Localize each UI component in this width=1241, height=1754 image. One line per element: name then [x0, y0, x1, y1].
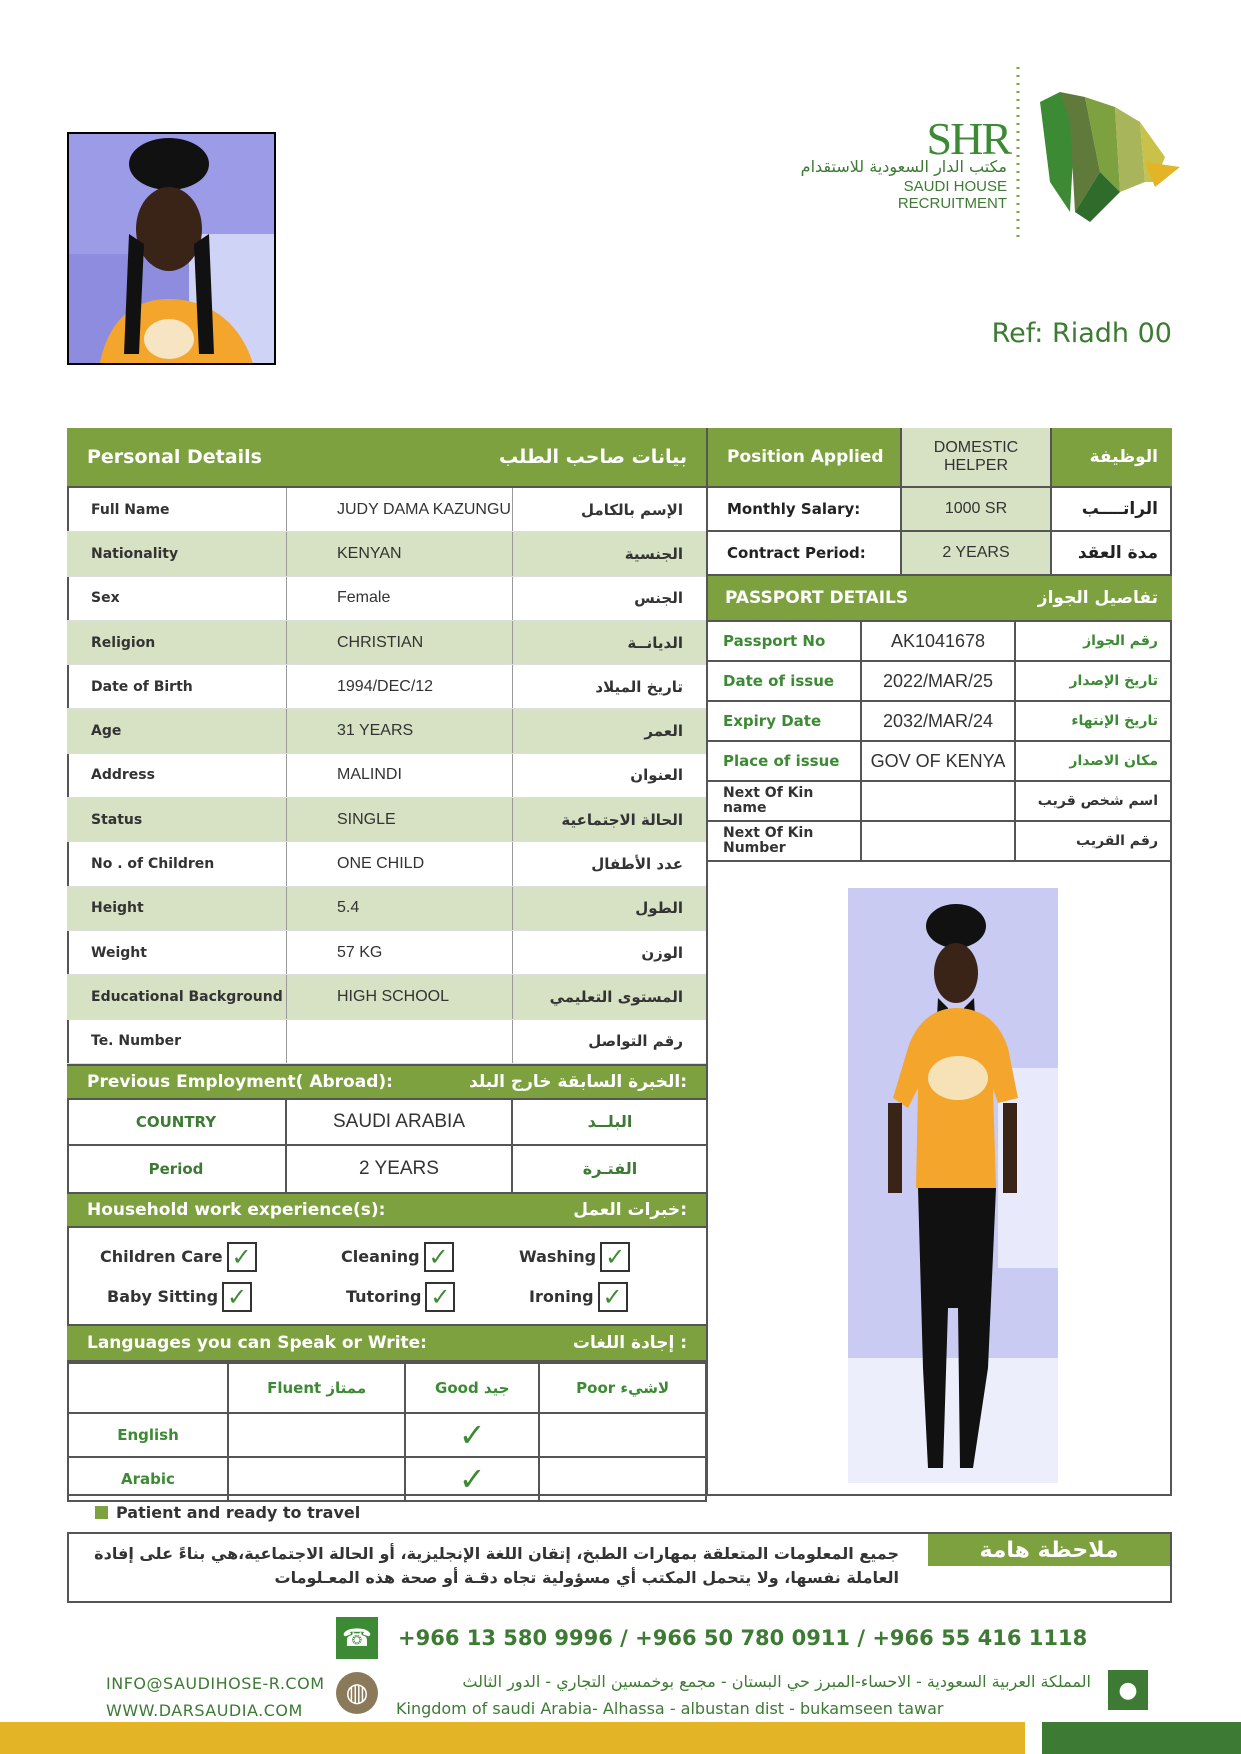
language-row-english [68, 1413, 706, 1457]
field-value [287, 1020, 513, 1063]
language-good-cell [405, 1457, 539, 1501]
skill-label: Cleaning [341, 1247, 420, 1267]
kin-name-label-ar: اسم شخص قريب [1037, 793, 1158, 809]
passport-field-label: Passport No [707, 622, 862, 660]
language-name: Arabic [68, 1457, 228, 1501]
personal-details-title-ar: بيانات صاحب الطلب [499, 446, 687, 468]
field-label-ar: الحالة الاجتماعية [561, 810, 683, 829]
languages-header [67, 1326, 707, 1362]
personal-row [67, 532, 707, 576]
personal-details-title: Personal Details [87, 446, 262, 468]
kin-number-label: Next Of Kin Number [707, 822, 862, 860]
contract-label: Contract Period: [707, 532, 902, 574]
field-value: Female [287, 577, 513, 620]
previous-employment-header [67, 1064, 707, 1100]
skill-cleaning [341, 1242, 454, 1272]
passport-field-value: GOV OF KENYA [862, 742, 1016, 780]
field-label: Date of Birth [67, 665, 287, 708]
passport-field-value: 2022/MAR/25 [862, 662, 1016, 700]
field-value: 57 KG [287, 931, 513, 974]
checkbox-checked[interactable]: ✓ [600, 1242, 630, 1272]
checkbox-checked[interactable]: ✓ [424, 1242, 454, 1272]
field-value: ONE CHILD [287, 842, 513, 885]
period-value: 2 YEARS [287, 1146, 513, 1192]
passport-field-label-ar: تاريخ الإنتهاء [1071, 713, 1158, 729]
ready-text: Patient and ready to travel [116, 1503, 361, 1522]
level-fluent: Fluent ممتاز [228, 1363, 405, 1413]
language-fluent-cell [228, 1457, 405, 1501]
skill-label: Washing [519, 1247, 597, 1267]
field-label: Sex [67, 577, 287, 620]
passport-rows [707, 622, 1172, 782]
field-value: KENYAN [287, 532, 513, 575]
passport-row [707, 742, 1172, 782]
email-link[interactable]: INFO@SAUDIHOSE-R.COM [106, 1674, 325, 1693]
check-icon: ✓ [458, 1415, 486, 1454]
kin-number-label-ar: رقم القريب [1076, 833, 1158, 849]
field-value: 1994/DEC/12 [287, 665, 513, 708]
languages-title: Languages you can Speak or Write: [87, 1332, 427, 1353]
country-value: SAUDI ARABIA [287, 1100, 513, 1144]
language-good-cell [405, 1413, 539, 1457]
field-label-ar: الطول [635, 899, 683, 918]
field-value: 31 YEARS [287, 709, 513, 752]
field-label: Te. Number [67, 1020, 287, 1063]
passport-field-label: Date of issue [707, 662, 862, 700]
address-arabic: المملكة العربية السعودية - الاحساء-المبرز حي البستان - مجمع بوخمسين التجاري - الدور الثالث [462, 1672, 1091, 1691]
kin-number-value [862, 822, 1016, 860]
passport-field-label: Expiry Date [707, 702, 862, 740]
language-fluent-cell [228, 1413, 405, 1457]
checkbox-checked[interactable]: ✓ [227, 1242, 257, 1272]
salary-label: Monthly Salary: [707, 488, 902, 530]
field-label: Nationality [67, 532, 287, 575]
field-label-ar: الإسم بالكامل [581, 500, 683, 519]
field-value: HIGH SCHOOL [287, 975, 513, 1018]
period-label: Period [67, 1146, 287, 1192]
ready-to-travel [95, 1503, 360, 1522]
field-value: CHRISTIAN [287, 621, 513, 664]
field-label-ar: تاريخ الميلاد [595, 677, 683, 696]
address-english: Kingdom of saudi Arabia- Alhassa - albustan dist - bukamseen tawar [396, 1699, 944, 1718]
location-pin-icon: ● [1108, 1670, 1148, 1710]
phone-numbers[interactable]: +966 13 580 9996 / +966 50 780 0911 / +966 55 416 1118 [398, 1626, 1088, 1650]
empty-cell [68, 1363, 228, 1413]
household-header [67, 1192, 707, 1228]
skill-baby-sitting [107, 1282, 252, 1312]
personal-row [67, 577, 707, 621]
footer-bar-green [1042, 1722, 1241, 1754]
field-label-ar: العنوان [630, 766, 683, 785]
phone-icon: ☎ [336, 1617, 378, 1659]
passport-title-ar: تفاصيل الجواز [1037, 588, 1158, 608]
kin-name-label: Next Of Kin name [707, 782, 862, 820]
field-label-ar: عدد الأطفال [591, 855, 683, 874]
passport-field-label-ar: مكان الاصدار [1069, 753, 1158, 769]
passport-row [707, 622, 1172, 662]
logo-arabic: مكتب الدار السعودية للاستقدام [800, 157, 1007, 176]
language-name: English [68, 1413, 228, 1457]
full-body-photo [848, 888, 1058, 1483]
salary-value: 1000 SR [902, 488, 1052, 530]
checkbox-checked[interactable]: ✓ [425, 1282, 455, 1312]
period-label-ar: الفتـرة [582, 1159, 638, 1179]
personal-row [67, 975, 707, 1019]
globe-icon: ◍ [336, 1672, 378, 1714]
reference-number: Ref: Riadh 00 [991, 318, 1172, 349]
language-poor-cell [539, 1413, 706, 1457]
salary-label-ar: الراتــــب [1081, 499, 1158, 519]
skill-label: Ironing [529, 1287, 594, 1307]
position-label: Position Applied [707, 428, 902, 486]
field-label: Address [67, 754, 287, 797]
column-divider [706, 428, 708, 1496]
field-label-ar: العمر [644, 722, 683, 741]
logo-mark: SHR [926, 113, 1010, 164]
field-label-ar: الجنسية [624, 544, 683, 563]
household-skills [67, 1228, 707, 1326]
personal-row [67, 842, 707, 886]
field-label-ar: رقم التواصل [588, 1032, 683, 1051]
field-label-ar: الوزن [641, 943, 683, 962]
level-good: Good جيد [405, 1363, 539, 1413]
contact-links [106, 1670, 325, 1724]
passport-header [707, 576, 1172, 622]
passport-field-label-ar: تاريخ الإصدار [1069, 673, 1158, 689]
kin-number-row [707, 822, 1172, 862]
website-link[interactable]: WWW.DARSAUDIA.COM [106, 1701, 303, 1720]
field-label: Weight [67, 931, 287, 974]
field-label: Full Name [67, 488, 287, 531]
footer-bar-yellow [0, 1722, 1025, 1754]
passport-field-label-ar: رقم الجواز [1083, 633, 1158, 649]
company-logo [795, 62, 1180, 242]
field-label: Status [67, 798, 287, 841]
previous-employment-title-ar: الخبرة السابقة خارج البلد: [469, 1071, 687, 1092]
phone-row [336, 1617, 1087, 1659]
passport-title: PASSPORT DETAILS [725, 588, 909, 608]
note-tag: ملاحظة هامة [928, 1534, 1170, 1566]
passport-field-label: Place of issue [707, 742, 862, 780]
previous-period-row [67, 1146, 707, 1192]
languages-header-row [68, 1363, 706, 1413]
position-section [707, 428, 1172, 862]
field-label: Educational Background [67, 975, 287, 1018]
note-text: جميع المعلومات المتعلقة بمهارات الطبخ، إتقان اللغة الإنجليزية، أو الحالة الاجتماعية،هي بناءً على إفادة العاملة نفسها، ولا يتحمل المكتب أي مسؤولية تجاه دقـة أو صحة هذه المعـلومات [94, 1544, 899, 1587]
personal-row [67, 709, 707, 753]
position-label-ar: الوظيفة [1052, 428, 1172, 486]
field-value: MALINDI [287, 754, 513, 797]
salary-row [707, 488, 1172, 532]
skill-tutoring [346, 1282, 455, 1312]
language-poor-cell [539, 1457, 706, 1501]
personal-row [67, 754, 707, 798]
languages-table [67, 1362, 707, 1502]
personal-row [67, 488, 707, 532]
field-label: No . of Children [67, 842, 287, 885]
previous-country-row [67, 1100, 707, 1146]
contract-label-ar: مدة العقد [1077, 543, 1158, 563]
skill-label: Baby Sitting [107, 1287, 219, 1307]
position-value: DOMESTIC HELPER [902, 428, 1052, 486]
personal-row [67, 1020, 707, 1064]
logo-map-icon [1015, 62, 1180, 242]
passport-field-value: 2032/MAR/24 [862, 702, 1016, 740]
field-value: JUDY DAMA KAZUNGU [287, 488, 513, 531]
bullet-square-icon [95, 1506, 108, 1519]
personal-row [67, 621, 707, 665]
position-row [707, 428, 1172, 488]
field-label: Age [67, 709, 287, 752]
personal-row [67, 798, 707, 842]
checkbox-checked[interactable]: ✓ [222, 1282, 252, 1312]
applicant-photo [67, 132, 276, 365]
logo-english: SAUDI HOUSE RECRUITMENT [897, 178, 1007, 212]
check-icon: ✓ [458, 1459, 486, 1498]
field-label-ar: الديانــة [627, 633, 683, 652]
personal-details-rows [67, 488, 707, 1064]
kin-name-value [862, 782, 1016, 820]
personal-row [67, 665, 707, 709]
country-label-ar: البلــد [587, 1112, 633, 1132]
household-title-ar: خبرات العمل: [573, 1199, 687, 1220]
personal-details-header [67, 428, 707, 488]
personal-row [67, 931, 707, 975]
field-label: Religion [67, 621, 287, 664]
field-value: 5.4 [287, 887, 513, 930]
level-poor: Poor لاشيء [539, 1363, 706, 1413]
address-block [396, 1668, 1091, 1722]
skill-label: Children Care [100, 1247, 223, 1267]
contract-value: 2 YEARS [902, 532, 1052, 574]
languages-title-ar: إجادة اللغات : [572, 1332, 687, 1353]
passport-field-value: AK1041678 [862, 622, 1016, 660]
field-label-ar: المستوى التعليمي [549, 987, 683, 1006]
skill-ironing [529, 1282, 628, 1312]
passport-row [707, 662, 1172, 702]
field-label: Height [67, 887, 287, 930]
previous-employment-title: Previous Employment( Abroad): [87, 1071, 393, 1092]
field-value: SINGLE [287, 798, 513, 841]
personal-row [67, 887, 707, 931]
important-note [67, 1532, 1172, 1603]
kin-name-row [707, 782, 1172, 822]
language-row-arabic [68, 1457, 706, 1501]
checkbox-checked[interactable]: ✓ [598, 1282, 628, 1312]
household-title: Household work experience(s): [87, 1199, 386, 1220]
country-label: COUNTRY [67, 1100, 287, 1144]
skill-children-care [100, 1242, 257, 1272]
contract-row [707, 532, 1172, 576]
passport-row [707, 702, 1172, 742]
skill-label: Tutoring [346, 1287, 422, 1307]
skill-washing [519, 1242, 630, 1272]
personal-details-section [67, 428, 707, 1502]
field-label-ar: الجنس [634, 589, 683, 608]
